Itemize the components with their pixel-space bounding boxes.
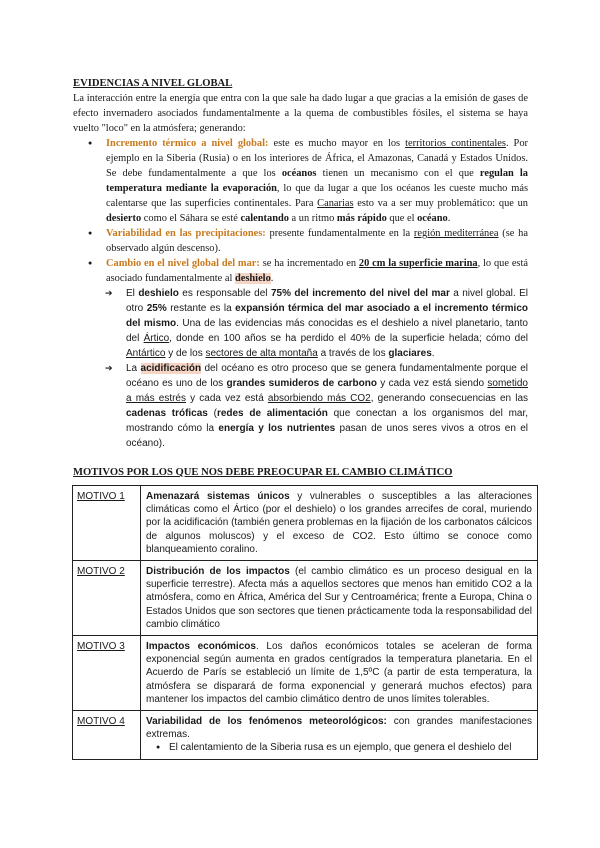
motivo-label: MOTIVO 2 — [77, 566, 125, 578]
motivo-label-cell — [73, 711, 141, 760]
list-item-precipitaciones — [73, 226, 528, 256]
text: tienen un mecanismo con el que — [316, 168, 480, 179]
text: y de los — [165, 348, 206, 359]
underlined-text: Antártico — [126, 348, 166, 359]
arrow-item-deshielo — [106, 286, 528, 361]
text: ( — [207, 408, 217, 419]
bold-text: glaciares — [388, 348, 432, 359]
text: , donde en 100 años se ha perdido el 40% de la superficie helada; cómo del — [169, 333, 529, 344]
underlined-text: región mediterránea — [413, 228, 499, 239]
section-heading-motivos: MOTIVOS POR LOS QUE NOS DEBE PREOCUPAR EL CAMBIO CLIMÁTICO — [73, 467, 453, 478]
underlined-text: territorios continentales — [405, 138, 506, 149]
bold-text: energía y los nutrientes — [218, 423, 336, 434]
motivo-content-cell — [141, 561, 538, 636]
list-item: ● El calentamiento de la Siberia rusa es un ejemplo, que genera el deshielo del — [169, 741, 532, 754]
motivo-content-cell — [141, 636, 538, 711]
bold-text: océano — [417, 213, 448, 224]
text: y vulnerables o susceptibles a las alteraciones climáticas como el Ártico (por el deshielo) o los grandes arrecifes de coral, muriendo por la acidificación (también genera problemas en la fijación de los carbonatos cálcicos de algunos moluscos) y el exceso de CO2. Esto último se conoce como blanqueamiento coralino. — [146, 491, 532, 555]
bold-text: redes de alimentación — [216, 408, 328, 419]
text: a un ritmo — [288, 213, 337, 224]
text: como el Sáhara se esté — [141, 213, 241, 224]
arrow-item-acidificacion — [106, 361, 528, 451]
list-item-incremento-termico — [73, 136, 528, 226]
motivo-label-cell — [73, 636, 141, 711]
bold-text: cadenas tróficas — [126, 408, 208, 419]
bullet-title: Incremento térmico a nivel global: — [106, 138, 269, 149]
text: . — [270, 273, 274, 284]
table-row — [73, 636, 538, 711]
motivo-label: MOTIVO 3 — [77, 641, 125, 653]
text: . — [447, 213, 451, 224]
text: . Por ejemplo en la Siberia (Rusia) o en los interiores de África, el Amazonas, Canadá y Estados Unidos. Se debe fundamentalmente a que los — [106, 138, 528, 179]
text: , lo que da lugar a que los océanos les cueste mucho más calentarse que las superficies continentales. Para — [106, 183, 528, 209]
motivo-content-cell — [141, 486, 538, 561]
text: pasan de unos seres vivos a otros en el océano). — [126, 423, 528, 449]
text: El — [126, 288, 139, 299]
bullet-title: Variabilidad en las precipitaciones: — [106, 228, 266, 239]
table-row — [73, 486, 538, 561]
text: del océano es otro proceso que se genera fundamentalmente porque el océano es uno de los — [126, 363, 528, 389]
motivos-table — [72, 485, 538, 760]
table-row — [73, 561, 538, 636]
bold-text: calentando — [240, 213, 289, 224]
section-heading-evidencias: EVIDENCIAS A NIVEL GLOBAL — [73, 78, 233, 89]
document-page — [73, 76, 532, 760]
text: es responsable del — [178, 288, 271, 299]
bold-text: expansión térmica del mar asociado a el incremento térmico del mismo — [126, 303, 528, 329]
bold-text: desierto — [106, 213, 142, 224]
bold-text: Variabilidad de los fenómenos meteorológicos: — [146, 716, 387, 728]
text: que conectan a los organismos del mar, mostrando cómo la — [126, 408, 529, 434]
text: (el cambio climático es un proceso desigual en la superficie terrestre). Afecta más a aquellos sectores que menos han emitido CO2 a la atmósfera, como en África, América del Sur y Centroamérica; frente a Europa, China o Estados Unidos que son sectores que tienen prácticamente toda la responsabilidad del cambio climático — [146, 566, 532, 630]
text: . Los daños económicos totales se aceleran de forma exponencial según aumenta en grados centígrados la temperatura planetaria. En el Acuerdo de París se estableció un límite de 1,5ºC (a partir de esta temperatura, la atmósfera se disparará de forma exponencial y generará muchos efectos) para mantener los impactos del cambio climático dentro de unos límites tolerables. — [146, 641, 532, 705]
highlighted-text: deshielo — [234, 273, 271, 284]
motivo-content-cell — [141, 711, 538, 760]
text: y cada vez está siendo — [376, 378, 488, 389]
bullet-title: Cambio en el nivel global del mar: — [106, 258, 260, 269]
text: La — [126, 363, 141, 374]
text: a través de los — [317, 348, 389, 359]
motivo-sublist — [146, 741, 532, 754]
bold-text: 25% — [146, 303, 167, 314]
arrow-sublist — [106, 286, 528, 451]
text: presente fundamentalmente en la — [265, 228, 414, 239]
bold-text: Amenazará sistemas únicos — [146, 491, 290, 502]
text: , lo que está asociado fundamentalmente al — [106, 258, 528, 284]
table-row — [73, 711, 538, 760]
motivo-label: MOTIVO 4 — [77, 716, 125, 728]
underlined-text: Canarias — [317, 198, 354, 209]
text: esto va a ser muy problemático: que un — [353, 198, 528, 209]
text: que el — [386, 213, 418, 224]
text: se ha incrementado en — [259, 258, 359, 269]
text: a nivel global. El otro — [126, 288, 528, 314]
motivo-label-cell — [73, 561, 141, 636]
text: restante es la — [166, 303, 236, 314]
bold-text: Distribución de los impactos — [146, 566, 290, 578]
text: , generando consecuencias en las — [370, 393, 529, 404]
bold-text: más rápido — [336, 213, 387, 224]
highlighted-text: acidificación — [140, 363, 202, 374]
text: y cada vez está — [186, 393, 268, 404]
text: . Una de las evidencias más conocidas es el deshielo a nivel planetario, tanto del — [126, 318, 528, 344]
text: con grandes manifestaciones extremas. — [146, 716, 532, 741]
bold-text: océanos — [281, 168, 317, 179]
underlined-text: 20 cm la superficie marina — [358, 258, 478, 269]
bold-text: grandes sumideros de carbono — [226, 378, 377, 389]
spacer — [73, 451, 528, 465]
underlined-text: sometido a más estrés — [126, 378, 528, 404]
bold-text: 75% del incremento del nivel del mar — [270, 288, 450, 299]
intro-paragraph: La interacción entre la energía que entra con la que sale ha dado lugar a que gracias a la emisión de gases de efecto invernadero asociados fundamentalmente a la quema de combustibles fósiles, el sistema se haya vuelto "loco" en la atmósfera; generando: — [73, 93, 528, 134]
bold-text: regulan la temperatura mediante la evaporación — [106, 168, 528, 194]
bold-text: Impactos económicos — [146, 641, 256, 653]
evidence-list — [73, 136, 528, 451]
text: este es mucho mayor en los — [268, 138, 406, 149]
underlined-text: Ártico — [143, 333, 170, 344]
motivo-label-cell — [73, 486, 141, 561]
underlined-text: sectores de alta montaña — [205, 348, 318, 359]
bold-text: deshielo — [138, 288, 179, 299]
text: . — [431, 348, 435, 359]
list-item-nivel-mar — [73, 256, 528, 451]
motivo-label: MOTIVO 1 — [77, 491, 125, 502]
underlined-text: absorbiendo más CO2 — [267, 393, 371, 404]
text: (se ha observado algún descenso). — [106, 228, 528, 254]
